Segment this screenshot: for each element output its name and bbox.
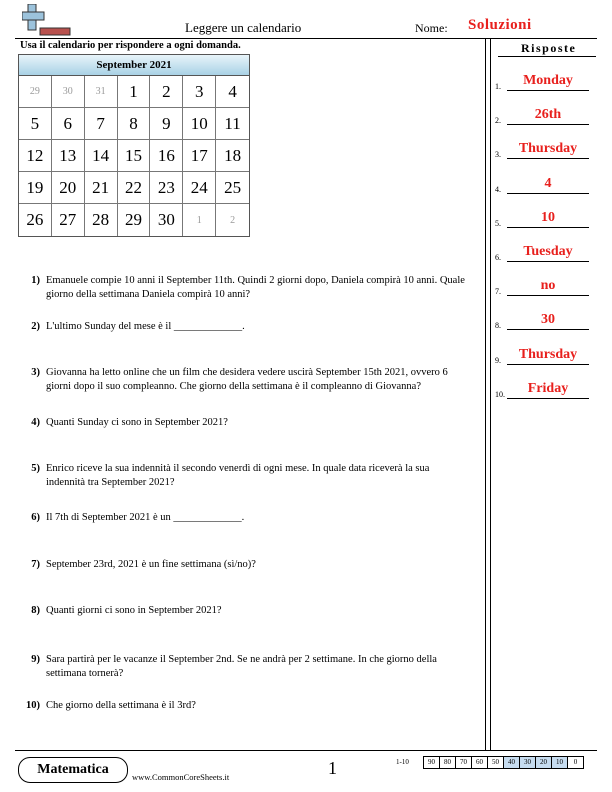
calendar-day-cell: 18: [216, 140, 249, 172]
answer-value: no: [540, 278, 556, 294]
question-text: Emanuele compie 10 anni il September 11th. Quindi 2 giorni dopo, Daniela compirà 10 anni. Quale giorno della settimana Daniela compirà 10 anni?: [46, 275, 465, 300]
question-text: Giovanna ha letto online che un film che desidera vedere uscirà September 15th 2021, ovvero 6 giorni dopo il suo compleanno. Che giorno della settimana è il compleanno di Giovanna?: [46, 367, 448, 392]
answers-title: Risposte: [521, 41, 577, 55]
calendar-day-cell: 2: [230, 214, 236, 226]
calendar-grid: [19, 76, 249, 236]
calendar: [18, 54, 250, 237]
answer-item: [495, 381, 595, 401]
answer-line: [507, 227, 589, 228]
calendar-day-cell: 22: [118, 172, 151, 204]
score-label: 1-10: [396, 758, 409, 766]
answer-line: [507, 124, 589, 125]
question-number: 10): [26, 700, 40, 711]
calendar-day-cell: 19: [19, 172, 52, 204]
calendar-day-cell: 6: [52, 108, 85, 140]
instructions: Usa il calendario per rispondere a ogni domanda.: [20, 40, 241, 51]
answer-column-divider-right: [490, 38, 491, 750]
score-table: [423, 756, 584, 769]
answer-value: 10: [541, 209, 555, 225]
question-item: [20, 366, 470, 394]
answer-number: 5.: [495, 218, 501, 228]
answer-item: [495, 141, 595, 161]
brand-badge: Matematica: [18, 757, 128, 783]
header-divider: [15, 38, 597, 39]
calendar-day-cell: 7: [85, 108, 118, 140]
calendar-day-cell: 17: [183, 140, 216, 172]
answer-value: Tuesday: [523, 244, 573, 259]
plus-minus-logo-icon: [22, 4, 72, 38]
question-text: Enrico riceve la sua indennità il secondo venerdì di ogni mese. In quale data riceverà la sua indennità tra September 2021?: [46, 463, 430, 488]
question-number: 7): [31, 559, 40, 570]
score-cell: 20: [536, 757, 552, 768]
calendar-day-cell: 9: [150, 108, 183, 140]
answer-item: [495, 312, 595, 332]
score-cell: 40: [504, 757, 520, 768]
score-cell: 0: [573, 758, 578, 766]
question-item: [20, 604, 470, 618]
answer-item: [495, 107, 595, 127]
calendar-day-cell: 28: [85, 204, 118, 236]
answer-line: [507, 193, 589, 194]
calendar-day-cell: 26: [19, 204, 52, 236]
question-number: 9): [31, 654, 40, 665]
calendar-day-cell: 15: [118, 140, 151, 172]
question-text: Il 7th di September 2021 è un _____________.: [46, 512, 245, 523]
question-number: 5): [31, 463, 40, 474]
worksheet-title: Leggere un calendario: [185, 20, 302, 35]
answer-value: Friday: [527, 380, 569, 396]
answer-value: 30: [541, 312, 555, 328]
answer-number: 10.: [495, 389, 505, 399]
calendar-day-cell: 5: [19, 108, 52, 140]
answer-item: [495, 73, 595, 93]
answer-number: 6.: [495, 253, 501, 262]
answer-line: [507, 295, 589, 296]
calendar-day-cell: 23: [150, 172, 183, 204]
answer-number: 7.: [495, 287, 501, 297]
question-number: 1): [31, 275, 40, 286]
question-item: [20, 699, 470, 713]
calendar-day-cell: 29: [118, 204, 151, 236]
score-cell: 80: [440, 757, 456, 768]
calendar-day-cell: 4: [216, 76, 249, 108]
question-item: [20, 511, 470, 525]
question-text: Sara partirà per le vacanze il September 2nd. Se ne andrà per 2 settimane. In che giorno della settimana tornerà?: [46, 654, 437, 679]
answer-value: Thursday: [518, 141, 578, 157]
calendar-title: September 2021: [19, 55, 249, 76]
score-cell: 60: [472, 757, 488, 768]
question-text: Che giorno della settimana è il 3rd?: [46, 700, 196, 711]
question-number: 3): [31, 367, 40, 378]
calendar-day-cell: 3: [183, 76, 216, 108]
calendar-day-cell: 20: [52, 172, 85, 204]
answer-value: Thursday: [518, 346, 578, 362]
calendar-day-cell: 31: [85, 76, 118, 108]
name-value: Soluzioni: [468, 17, 532, 33]
answer-line: [507, 90, 589, 91]
question-text: Quanti Sunday ci sono in September 2021?: [46, 417, 228, 428]
calendar-day-cell: 16: [150, 140, 183, 172]
answer-number: 2.: [495, 116, 501, 126]
answer-value: 4: [544, 175, 552, 191]
calendar-day-cell: 27: [52, 204, 85, 236]
question-number: 2): [31, 321, 40, 332]
answer-column-divider-left: [485, 38, 486, 750]
calendar-day-cell: 2: [150, 76, 183, 108]
calendar-day-cell: 12: [19, 140, 52, 172]
question-item: [20, 558, 470, 572]
question-number: 4): [31, 417, 40, 428]
score-cell: 70: [456, 757, 472, 768]
answer-item: [495, 244, 595, 264]
calendar-day-cell: 24: [183, 172, 216, 204]
question-number: 6): [31, 512, 40, 523]
question-text: Quanti giorni ci sono in September 2021?: [46, 605, 222, 616]
question-item: [20, 320, 470, 334]
answer-item: [495, 176, 595, 196]
calendar-day-cell: 10: [183, 108, 216, 140]
question-item: [20, 274, 470, 302]
answer-number: 3.: [495, 150, 501, 160]
answer-number: 1.: [495, 82, 501, 91]
answer-line: [507, 261, 589, 262]
answer-item: [495, 347, 595, 367]
calendar-day-cell: 30: [52, 76, 85, 108]
calendar-day-cell: 1: [118, 76, 151, 108]
calendar-day-cell: 30: [150, 204, 183, 236]
calendar-day-cell: 11: [216, 108, 249, 140]
score-cell: 10: [552, 757, 568, 768]
question-text: L'ultimo Sunday del mese è il _____________.: [46, 321, 245, 332]
answer-line: [507, 329, 589, 330]
score-cell: 90: [424, 757, 440, 768]
question-item: [20, 416, 470, 430]
answer-line: [507, 364, 589, 365]
footer-divider: [15, 750, 597, 751]
name-label: Nome:: [415, 21, 448, 35]
calendar-day-cell: 1: [183, 204, 216, 236]
score-cell: 30: [520, 757, 536, 768]
answer-line: [507, 398, 589, 399]
answer-item: [495, 210, 595, 230]
answer-value: Monday: [523, 73, 573, 88]
website-link[interactable]: www.CommonCoreSheets.it: [132, 772, 230, 782]
answer-item: [495, 278, 595, 298]
calendar-day-cell: 29: [19, 76, 52, 108]
calendar-day-cell: 14: [85, 140, 118, 172]
answer-value: 26th: [534, 107, 562, 123]
calendar-day-cell: 21: [85, 172, 118, 204]
answers-title-rule: [498, 56, 596, 57]
question-item: [20, 653, 470, 681]
score-cell: 50: [488, 757, 504, 768]
page-number: 1: [328, 758, 337, 778]
calendar-day-cell: 13: [52, 140, 85, 172]
question-item: [20, 462, 470, 490]
question-number: 8): [31, 605, 40, 616]
answer-line: [507, 158, 589, 159]
answer-number: 8.: [495, 321, 501, 331]
answer-number: 9.: [495, 355, 501, 365]
calendar-day-cell: 25: [216, 172, 249, 204]
question-text: September 23rd, 2021 è un fine settimana (sì/no)?: [46, 559, 256, 570]
calendar-day-cell: 8: [118, 108, 151, 140]
answer-number: 4.: [495, 184, 501, 194]
